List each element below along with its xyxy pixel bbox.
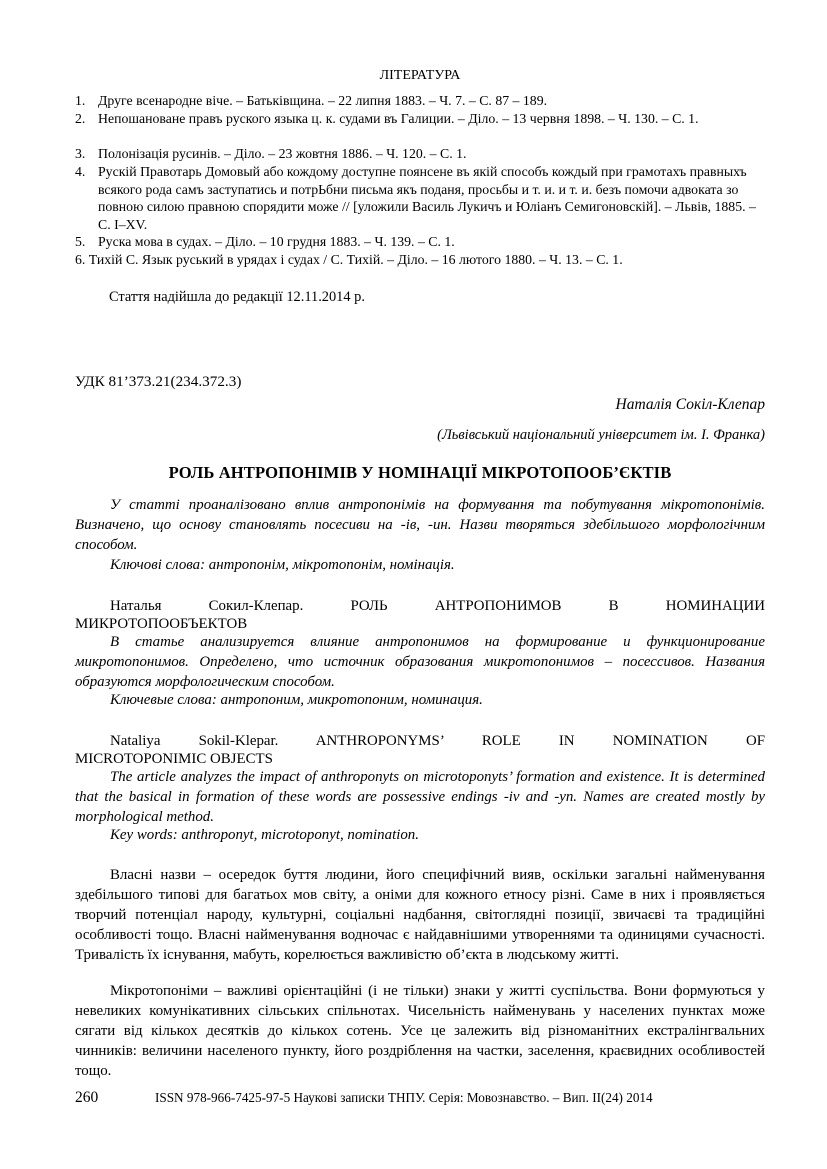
keywords-en: Key words: anthroponyt, microtoponyt, nomination. <box>110 827 419 843</box>
article-title: РОЛЬ АНТРОПОНІМІВ У НОМІНАЦІЇ МІКРОТОПООБ’ЄКТІВ <box>168 463 672 482</box>
page-number: 260 <box>75 1089 99 1106</box>
received-date: Стаття надійшла до редакції 12.11.2014 р. <box>109 289 365 305</box>
abstract-ru: В статье анализируется влияние антропонимов на формирование и функционирование микротопонимов. Определено, что источник образования микротопонимов – посессивов. Названия образуются морфологическим способом. <box>75 634 765 690</box>
keywords-ru: Ключевые слова: антропоним, микротопоним, номинация. <box>110 692 483 708</box>
reference-item <box>75 163 765 233</box>
reference-text: Полонізація русинів. – Діло. – 23 жовтня 1886. – Ч. 120. – С. 1. <box>98 146 467 161</box>
reference-text: Непошановане правъ руского языка ц. к. судами въ Галиции. – Діло. – 13 червня 1898. – Ч. 130. – С. 1. <box>98 111 699 126</box>
abstract-ua: У статті проаналізовано вплив антропонімів на формування та побутування мікротопонімів. Визначено, що основу становлять посесиви на -ів, -ин. Назви творяться здебільшого морфологічним способом. <box>75 497 765 553</box>
reference-item <box>75 110 765 128</box>
reference-number: 2. <box>75 111 86 126</box>
reference-item <box>75 145 765 163</box>
abstract-en-header: Nataliya Sokil-Klepar. ANTHROPONYMS’ ROLE IN NOMINATION OF <box>110 733 765 749</box>
author-name: Наталія Сокіл-Клепар <box>615 396 765 413</box>
keywords-ua: Ключові слова: антропонім, мікротопонім, номінація. <box>110 557 455 573</box>
abstract-en-header-cont: MICROTOPONIMIC OBJECTS <box>75 751 273 767</box>
reference-item <box>75 92 765 110</box>
reference-text: 6. Тихій С. Язык руський в урядах і судах / С. Тихій. – Діло. – 16 лютого 1880. – Ч. 13. – С. 1. <box>75 252 623 267</box>
reference-number: 1. <box>75 93 86 108</box>
reference-text: Руска мова в судах. – Діло. – 10 грудня 1883. – Ч. 139. – С. 1. <box>98 234 455 249</box>
abstract-en: The article analyzes the impact of anthroponyts on microtoponyts’ formation and existence. It is determined that the basical in formation of these words are possessive endings -iv and -yn. Names are created mostly by morphological method. <box>75 769 765 825</box>
reference-text: Друге всенародне віче. – Батьківщина. – 22 липня 1883. – Ч. 7. – С. 87 – 189. <box>98 93 548 108</box>
abstract-ru-header-cont: МИКРОТОПООБЪЕКТОВ <box>75 616 248 632</box>
reference-item <box>75 233 765 251</box>
reference-item <box>75 251 765 269</box>
journal-citation: ISSN 978-966-7425-97-5 Наукові записки ТНПУ. Серія: Мовознавство. – Вип. ІІ(24) 2014 <box>155 1090 653 1105</box>
udk-code: УДК 81’373.21(234.372.3) <box>75 373 242 390</box>
reference-number: 5. <box>75 234 86 249</box>
abstract-ru-header: Наталья Сокил-Клепар. РОЛЬ АНТРОПОНИМОВ В НОМИНАЦИИ <box>110 598 765 614</box>
references-heading: ЛІТЕРАТУРА <box>379 68 461 83</box>
reference-text: Рускій Правотарь Домовый або кождому доступне поянсене въ якій способъ кождый при грамотахъ правныхъ всякого рода самъ заступатись и потрЬбни письма якъ поданя, просьбы и т. и. и т. и. безъ помочи адвоката зо повною силою правною спорядити може // [уложили Василь Лукичъ и Юліанъ Семигоновскій]. – Львів, 1885. – С. І–XV. <box>98 164 756 232</box>
reference-number: 3. <box>75 146 86 161</box>
body-paragraph-1: Власні назви – осередок буття людини, його специфічний вияв, оскільки загальні найменування здебільшого типові для багатьох мов світу, а оніми для кожного етносу різні. Саме в них і проявляється творчий потенціал народу, культурні, соціальні надбання, світоглядні позиції, звичаєві та традиційні особливості тощо. Власні найменування водночас є найдавнішими утвореннями та одиницями сучасності. Тривалість їх існування, мабуть, корелюється важливістю об’єкта в людському житті. <box>75 867 765 963</box>
author-affiliation: (Львівський національний університет ім. І. Франка) <box>437 427 765 443</box>
body-paragraph-2: Мікротопоніми – важливі орієнтаційні (і не тільки) знаки у житті суспільства. Вони формуються у невеликих комунікативних сільських спільнотах. Чисельність найменувань у населених пунктах може сягати від кількох десятків до кількох сотень. Усе це залежить від різноманітних екстралінгвальних чинників: величини населеного пункту, його роздріблення на частки, заселення, краєвидних особливостей тощо. <box>75 983 765 1079</box>
reference-number: 4. <box>75 164 86 179</box>
